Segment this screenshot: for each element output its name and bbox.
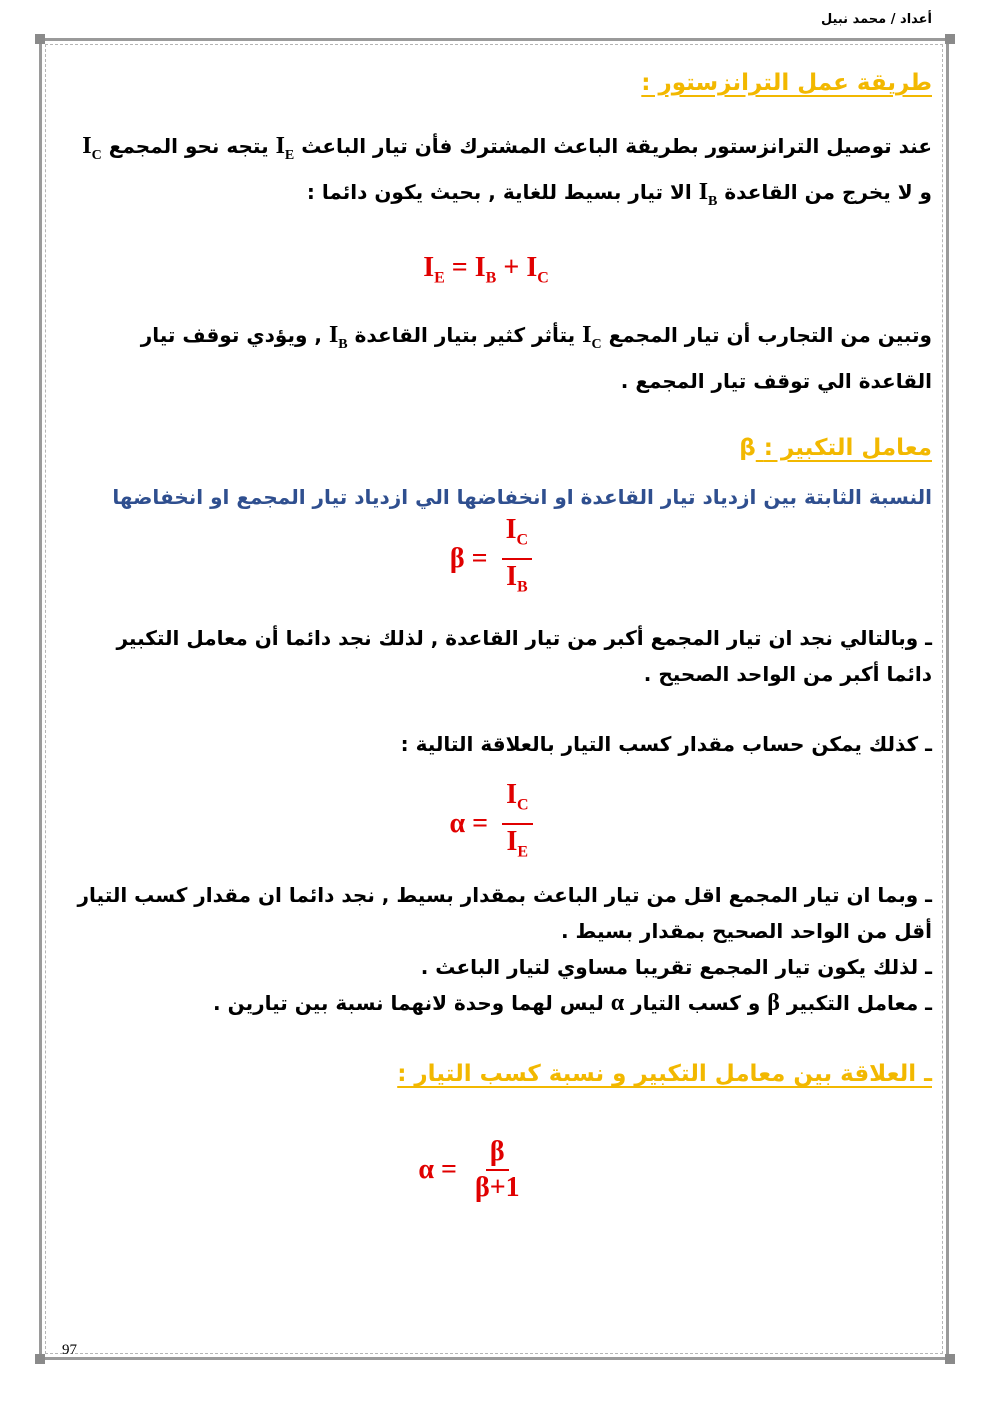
symbol-IC-2: $I_C$	[582, 322, 602, 352]
equation-IE	[70, 252, 902, 288]
heading-gain-symbol: β	[739, 434, 756, 461]
symbol-IB: $I_B$	[698, 178, 718, 209]
text-para1-c: و لا يخرج من القاعدة	[724, 179, 932, 204]
document-body	[70, 60, 932, 1203]
heading-relation: ـ العلاقة بين معامل التكبير و نسبة كسب التيار :	[397, 1061, 932, 1088]
equation-alpha-numerator: $I_C$	[502, 780, 532, 825]
text-para2-c: , ويؤدي توقف تيار القاعدة الي توقف تيار المجمع .	[140, 323, 932, 393]
heading-gain: معامل التكبير : β	[70, 425, 932, 471]
para-operation-1	[70, 128, 932, 220]
equation-beta-denominator: $I_B$	[506, 560, 528, 596]
frame-corner-bottom-left	[35, 1354, 45, 1364]
equation-relation-numerator: β	[486, 1137, 509, 1171]
gain-bullet-3: ـ وبما ان تيار المجمع اقل من تيار الباعث بمقدار بسيط , نجد دائما ان مقدار كسب التيار أقل من الواحد الصحيح بمقدار بسيط .	[77, 883, 932, 944]
symbol-IC: $I_C$	[82, 133, 102, 163]
frame-corner-top-right	[945, 34, 955, 44]
text-para1-d: الا تيار بسيط للغاية , بحيث يكون دائما :	[306, 179, 692, 204]
gain-definition: النسبة الثابتة بين ازدياد تيار القاعدة او انخفاضها الي ازدياد تيار المجمع او انخفاضها	[112, 484, 932, 509]
gain-bullet-5: ـ معامل التكبير β و كسب التيار α ليس لهما وحدة لانهما نسبة بين تيارين .	[213, 990, 932, 1017]
heading-operation: طريقة عمل الترانزستور :	[641, 70, 932, 96]
page-number: 97	[62, 1342, 77, 1358]
equation-IE-text: $I_E = I_B + I_C$	[423, 251, 549, 287]
equation-beta-lhs: β =	[449, 542, 488, 574]
para-operation-2	[70, 317, 932, 399]
equation-beta-numerator: $I_C$	[502, 515, 532, 560]
text-para2-b: يتأثر كثير بتيار القاعدة	[354, 323, 576, 348]
text-para1-b: يتجه نحو المجمع	[108, 134, 269, 158]
equation-relation-lhs: α =	[418, 1154, 457, 1186]
symbol-alpha: α	[610, 990, 625, 1017]
equation-relation	[70, 1137, 872, 1203]
symbol-IE: $I_E$	[275, 133, 295, 163]
gain-bullet-2: ـ كذلك يمكن حساب مقدار كسب التيار بالعلاقة التالية :	[400, 732, 932, 757]
text-para2-a: وتبين من التجارب أن تيار المجمع	[608, 323, 932, 348]
frame-corner-top-left	[35, 34, 45, 44]
equation-relation-denominator: β+1	[474, 1172, 520, 1204]
symbol-IB-2: $I_B$	[328, 322, 348, 352]
equation-alpha-lhs: α =	[449, 807, 489, 839]
equation-alpha	[70, 780, 912, 867]
equation-alpha-denominator: $I_E$	[506, 825, 529, 861]
symbol-beta: β	[767, 990, 780, 1017]
gain-bullet-1: ـ وبالتالي نجد ان تيار المجمع أكبر من تيار القاعدة , لذلك نجد دائما أن معامل التكبير دائما أكبر من الواحد الصحيح .	[116, 626, 932, 687]
equation-beta	[70, 515, 912, 602]
author-header: أعداد / محمد نبيل	[820, 12, 932, 27]
text-para1-a: عند توصيل الترانزستور بطريقة الباعث المشترك فأن تيار الباعث	[301, 134, 932, 158]
gain-bullet-4: ـ لذلك يكون تيار المجمع تقريبا مساوي لتيار الباعث .	[420, 955, 932, 980]
frame-corner-bottom-right	[945, 1354, 955, 1364]
